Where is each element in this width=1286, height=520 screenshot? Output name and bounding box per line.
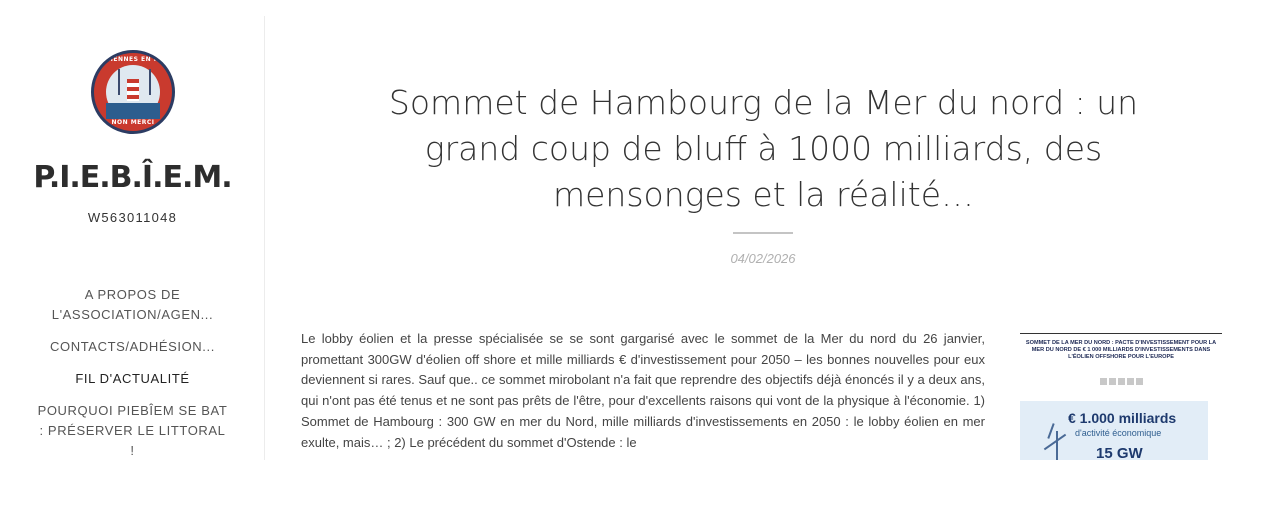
banner-gw: 15 GW: [1096, 445, 1143, 460]
thumbnail-headline: SOMMET DE LA MER DU NORD : PACTE D'INVESTISSEMENT POUR LA MER DU NORD DE € 1 000 MILLIARDS D'INVESTISSEMENTS DANS L'ÉOLIEN OFFSHORE POUR L'EUROPE: [1020, 333, 1222, 361]
banner-amount: € 1.000 milliards: [1068, 410, 1177, 426]
nav-item-contacts[interactable]: CONTACTS/ADHÉSION...: [50, 339, 215, 354]
turbine-blade: [1047, 423, 1054, 439]
share-icon: [1136, 378, 1143, 385]
banner-caption: d'activité économique: [1075, 428, 1162, 438]
main-nav: [0, 285, 265, 473]
wind-turbine-icon: [1056, 431, 1058, 460]
post-thumbnail[interactable]: [1020, 333, 1222, 460]
title-divider: [733, 232, 793, 234]
turbine-icon: [149, 69, 151, 95]
main-content: [266, 0, 1286, 520]
post-excerpt: Le lobby éolien et la presse spécialisée se se sont gargarisé avec le sommet de la Mer du nord du 26 janvier, promettant 300GW d'éolien off shore et mille milliards € d'investissement pour 2050 – les bonnes nouvelles pour eux deviennent si rares. Sauf que.. ce sommet mirobolant n'a fait que reprendre des objectifs déjà énoncés il y a deux ans, qui n'ont pas été tenus et ne sont pas prêts de l'être, pour d'excellents raisons qui vont de la physique à l'économie. 1) Sommet de Hambourg : 300 GW en mer du Nord, mille milliards d'investissements en 2050 : le lobby éolien en mer exulte, mais… ; 2) Le précédent du sommet d'Ostende : le: [301, 331, 985, 450]
share-icon: [1118, 378, 1125, 385]
share-icon: [1127, 378, 1134, 385]
thumbnail-share-icons: [1020, 373, 1222, 381]
sea-icon: [106, 103, 160, 119]
nav-item-about[interactable]: A PROPOS DE L'ASSOCIATION/AGEN...: [51, 287, 214, 322]
logo-top-text: ÉOLIENNES EN MER: [96, 56, 170, 63]
nav-item-why[interactable]: POURQUOI PIEBÎEM SE BAT : PRÉSERVER LE LITTORAL !: [37, 403, 228, 458]
thumbnail-banner: [1020, 401, 1208, 460]
thumbnail-meta: [1020, 363, 1222, 368]
turbine-icon: [118, 69, 120, 95]
site-id: W563011048: [87, 210, 178, 225]
lighthouse-icon: [127, 79, 139, 101]
share-icon: [1100, 378, 1107, 385]
site-name[interactable]: P.I.E.B.Î.E.M.: [33, 160, 232, 195]
post-date: 04/02/2026: [730, 251, 796, 266]
logo-bottom-text: NON MERCI: [111, 119, 155, 126]
post-title[interactable]: Sommet de Hambourg de la Mer du nord : un grand coup de bluff à 1000 milliards, des mensonges et la réalité…: [388, 83, 1139, 214]
share-icon: [1109, 378, 1116, 385]
sidebar: [0, 16, 265, 460]
nav-item-news-feed[interactable]: FIL D'ACTUALITÉ: [75, 371, 190, 386]
site-logo[interactable]: [91, 50, 175, 134]
